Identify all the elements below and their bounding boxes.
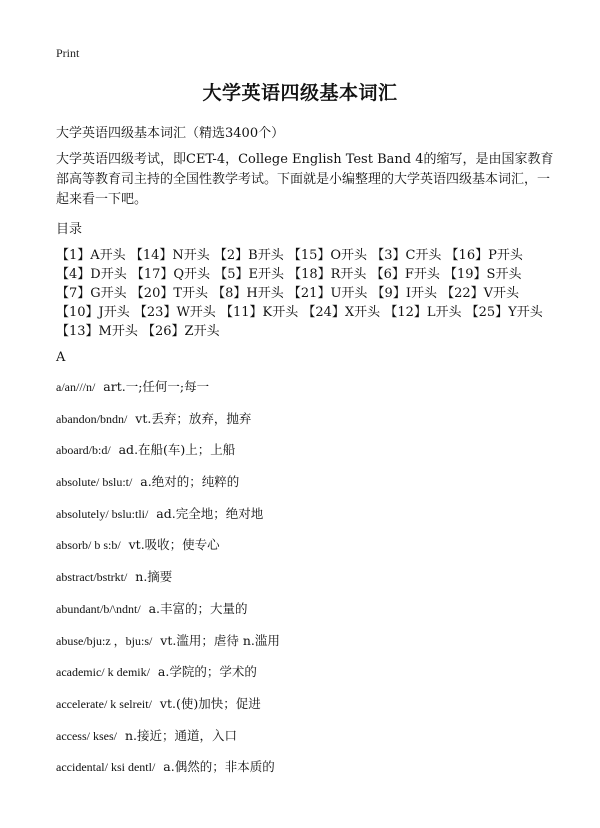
vocab-definition: a.偶然的；非本质的 (163, 759, 275, 775)
vocab-word: accidental/ ksi dentl/ (56, 760, 156, 775)
toc-link-h[interactable]: 【8】H开头 (212, 286, 284, 301)
vocab-entry (56, 474, 556, 506)
vocab-entry (56, 569, 556, 601)
vocab-entry (56, 442, 556, 474)
vocab-entry (56, 728, 556, 760)
vocab-word: academic/ k demik/ (56, 665, 150, 680)
vocab-entry (56, 601, 556, 633)
toc-link-t[interactable]: 【20】T开头 (130, 286, 209, 301)
vocab-entry (56, 506, 556, 538)
toc-link-g[interactable]: 【7】G开头 (56, 286, 127, 301)
vocab-word: abstract/bstrkt/ (56, 570, 128, 585)
toc-link-e[interactable]: 【5】E开头 (214, 267, 284, 282)
toc-link-r[interactable]: 【18】R开头 (288, 267, 367, 282)
vocab-definition: vt.(使)加快；促进 (159, 695, 261, 711)
vocab-word: abandon/bndn/ (56, 411, 128, 426)
toc-heading: 目录 (56, 222, 83, 237)
vocab-word: abuse/bju:z ，bju:s/ (56, 633, 153, 648)
vocab-definition: a.丰富的；大量的 (148, 600, 248, 616)
vocab-definition: vt.滥用；虐待 n.滥用 (160, 632, 280, 648)
toc-link-k[interactable]: 【11】K开头 (219, 305, 299, 320)
toc-link-q[interactable]: 【17】Q开头 (130, 267, 211, 282)
toc-link-b[interactable]: 【2】B开头 (213, 248, 284, 263)
vocab-word: abundant/b/\ndnt/ (56, 601, 141, 616)
vocab-entry (56, 537, 556, 569)
toc-link-s[interactable]: 【19】S开头 (444, 267, 522, 282)
toc-link-o[interactable]: 【15】O开头 (287, 248, 368, 263)
vocab-entry (56, 696, 556, 728)
section-heading-a: A (56, 350, 66, 365)
vocab-entry (56, 759, 556, 791)
toc-link-j[interactable]: 【10】J开头 (56, 305, 130, 320)
toc-link-d[interactable]: 【4】D开头 (56, 267, 127, 282)
toc-link-x[interactable]: 【24】X开头 (302, 305, 381, 320)
toc-link-a[interactable]: 【1】A开头 (56, 248, 126, 263)
vocab-word: a/an///n/ (56, 380, 96, 394)
toc-link-y[interactable]: 【25】Y开头 (465, 305, 543, 320)
vocab-word: absolutely/ bslu:tli/ (56, 506, 149, 521)
vocab-entry (56, 411, 556, 443)
table-of-contents (56, 246, 550, 341)
toc-link-l[interactable]: 【12】L开头 (384, 305, 462, 320)
page-title: 大学英语四级基本词汇 (202, 82, 398, 104)
toc-link-w[interactable]: 【23】W开头 (133, 305, 216, 320)
subtitle: 大学英语四级基本词汇（精选3400个） (56, 126, 285, 141)
vocab-definition: vt.丢弃；放弃，抛弃 (135, 410, 252, 426)
vocab-definition: ad.完全地；绝对地 (156, 505, 264, 521)
vocab-word: absolute/ bslu:t/ (56, 475, 133, 490)
intro-paragraph: 大学英语四级考试，即CET-4，College English Test Band 4的缩写，是由国家教育部高等教育司主持的全国性教学考试。下面就是小编整理的大学英语四级基本词汇，一起来看一下吧。 (56, 152, 554, 207)
toc-link-c[interactable]: 【3】C开头 (371, 248, 442, 263)
vocab-word: aboard/b:d/ (56, 443, 111, 458)
vocab-word: accelerate/ k selreit/ (56, 696, 152, 711)
vocab-definition: ad.在船(车)上；上船 (118, 442, 236, 458)
vocab-entry (56, 664, 556, 696)
print-label: Print (56, 46, 80, 60)
toc-link-i[interactable]: 【9】I开头 (371, 286, 437, 301)
toc-link-z[interactable]: 【26】Z开头 (142, 324, 220, 339)
toc-link-m[interactable]: 【13】M开头 (56, 324, 138, 339)
vocab-definition: vt.吸收；使专心 (128, 537, 220, 553)
vocab-word: access/ kses/ (56, 728, 117, 743)
vocab-definition: a.绝对的；纯粹的 (140, 474, 240, 490)
vocab-entry (56, 633, 556, 665)
vocab-definition: a.学院的；学术的 (157, 664, 257, 680)
toc-link-n[interactable]: 【14】N开头 (129, 248, 210, 263)
vocab-word: absorb/ b s:b/ (56, 538, 121, 553)
vocab-definition: art.一;任何一;每一 (103, 379, 210, 394)
vocab-definition: n.接近；通道，入口 (124, 727, 237, 743)
vocab-entry (56, 379, 556, 411)
toc-link-f[interactable]: 【6】F开头 (370, 267, 440, 282)
vocabulary-list (56, 379, 556, 791)
toc-link-v[interactable]: 【22】V开头 (441, 286, 520, 301)
toc-link-u[interactable]: 【21】U开头 (287, 286, 368, 301)
vocab-definition: n.摘要 (135, 569, 173, 585)
toc-link-p[interactable]: 【16】P开头 (445, 248, 523, 263)
